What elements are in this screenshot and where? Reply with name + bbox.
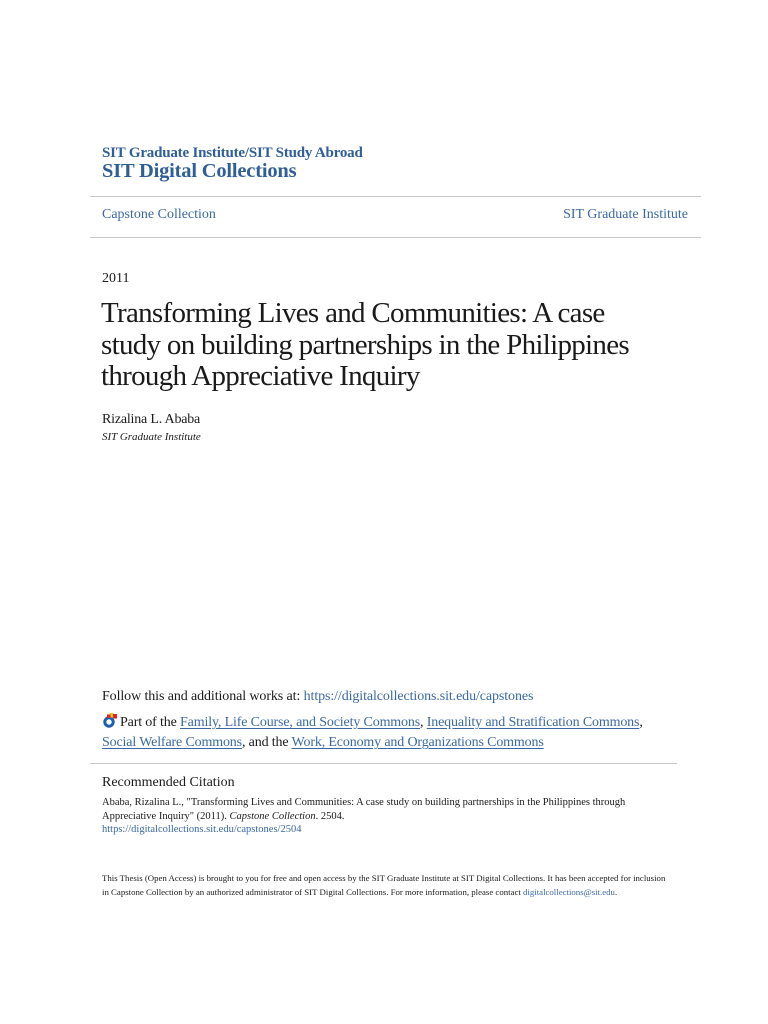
citation-divider xyxy=(90,763,677,764)
part-of-prefix: Part of the xyxy=(120,715,181,730)
citation-url-link[interactable]: https://digitalcollections.sit.edu/capstones/2504 xyxy=(102,824,302,835)
family-life-course-society-commons-link[interactable]: Family, Life Course, and Society Commons xyxy=(180,715,421,730)
recommended-citation-heading: Recommended Citation xyxy=(102,775,235,790)
capstone-collection-link[interactable]: Capstone Collection xyxy=(102,207,216,222)
open-access-notice xyxy=(102,872,672,899)
separator: , xyxy=(420,715,427,730)
capstones-url-link[interactable]: https://digitalcollections.sit.edu/capstones xyxy=(303,689,534,704)
separator: , and the xyxy=(241,735,292,750)
citation-body: Ababa, Rizalina L., "Transforming Lives and Communities: A case study on building partnerships in the Philippines through Appreciative Inquiry" (2011). xyxy=(102,797,626,822)
work-economy-organizations-commons-link[interactable]: Work, Economy and Organizations Commons xyxy=(291,735,544,750)
author-name: Rizalina L. Ababa xyxy=(102,412,201,427)
part-of-commons xyxy=(102,712,682,753)
institution-subtitle: SIT Graduate Institute/SIT Study Abroad xyxy=(102,145,363,161)
follow-line xyxy=(102,689,533,705)
citation-text xyxy=(102,796,662,837)
contact-email-link[interactable]: digitalcollections@sit.edu xyxy=(523,886,615,897)
notice-text: This Thesis (Open Access) is brought to you for free and open access by the SIT Graduate Institute at SIT Digital Collections. It has been accepted for inclusion in Capstone Collection by an authorized administrator of SIT Digital Collections. For more information, please contact xyxy=(102,873,666,897)
top-divider xyxy=(90,196,701,197)
author-affiliation: SIT Graduate Institute xyxy=(102,431,201,443)
citation-collection: Capstone Collection xyxy=(229,810,316,822)
site-title: SIT Digital Collections xyxy=(102,160,297,182)
document-title: Transforming Lives and Communities: A case study on building partnerships in the Philippines through Appreciative Inquiry xyxy=(101,297,629,392)
separator: , xyxy=(639,715,643,730)
follow-label: Follow this and additional works at: xyxy=(102,689,304,704)
bepress-commons-icon xyxy=(102,712,118,728)
social-welfare-commons-link[interactable]: Social Welfare Commons xyxy=(102,735,242,750)
publication-year: 2011 xyxy=(102,271,130,286)
sit-graduate-institute-link[interactable]: SIT Graduate Institute xyxy=(563,207,688,222)
citation-number: . 2504. xyxy=(315,810,345,822)
inequality-stratification-commons-link[interactable]: Inequality and Stratification Commons xyxy=(426,715,640,730)
nav-divider xyxy=(90,237,701,238)
notice-end: . xyxy=(614,886,618,897)
